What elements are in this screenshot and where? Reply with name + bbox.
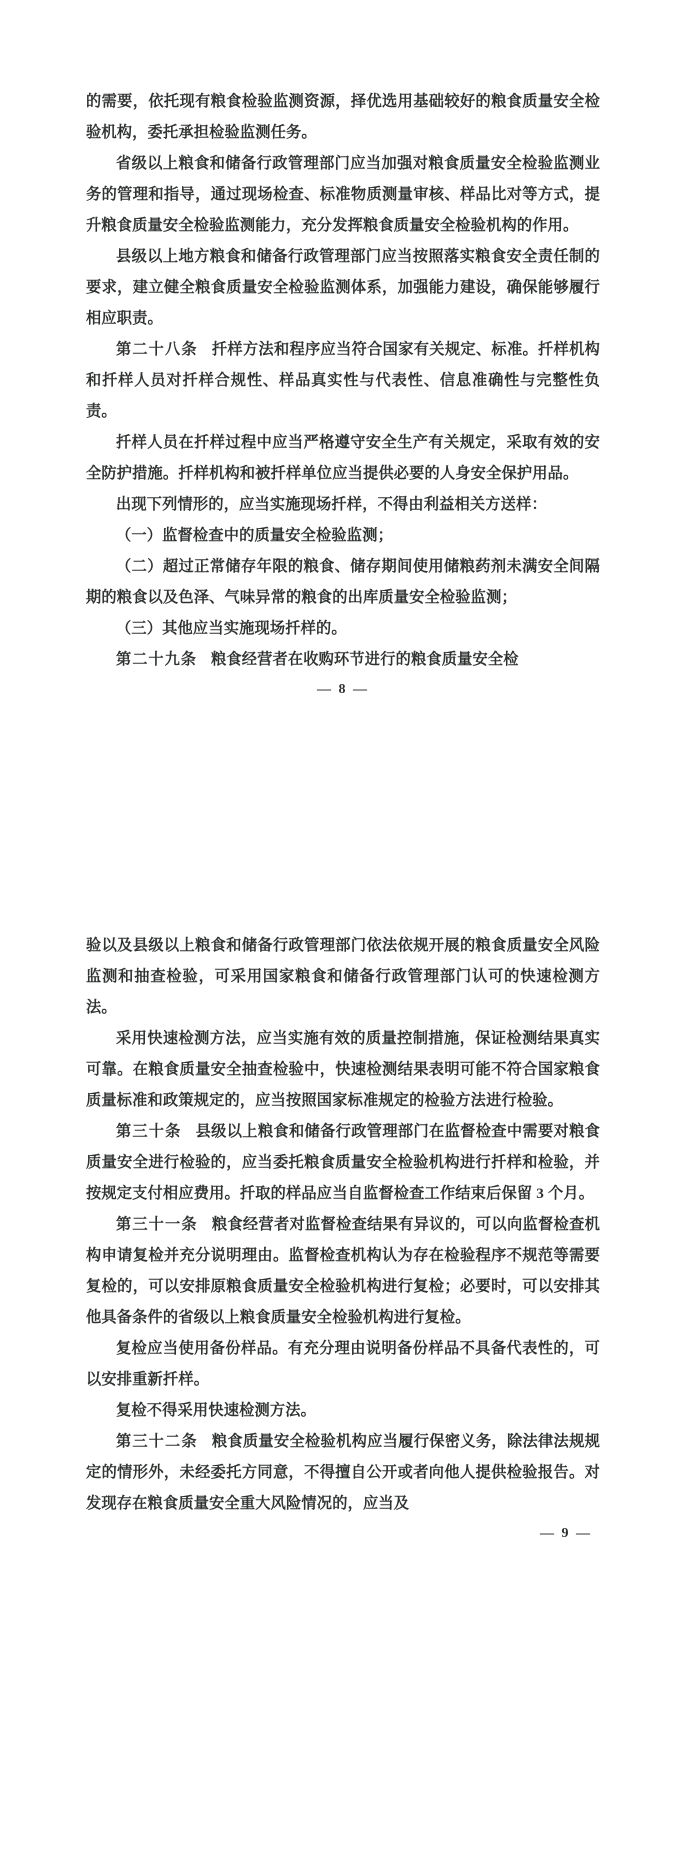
paragraph-text: 采用快速检测方法，应当实施有效的质量控制措施，保证检测结果真实可靠。在粮食质量安全抽查检验中，快速检测结果表明可能不符合国家粮食质量标准和政策规定的，应当按照国家标准规定的检验方法进行检验。 [86, 1030, 600, 1109]
paragraph-text: 复检应当使用备份样品。有充分理由说明备份样品不具备代表性的，可以安排重新扦样。 [86, 1340, 600, 1388]
paragraph-text: 验以及县级以上粮食和储备行政管理部门依法依规开展的粮食质量安全风险监测和抽查检验，可采用国家粮食和储备行政管理部门认可的快速检测方法。 [86, 937, 600, 1016]
page-8-body [86, 86, 600, 705]
paragraph [86, 613, 600, 644]
paragraph [86, 1023, 600, 1116]
page-8-paragraphs [86, 86, 600, 675]
page-9-body [86, 930, 600, 1549]
page-number-9: — 9 — [540, 1526, 592, 1541]
paragraph-text: （三）其他应当实施现场扦样的。 [116, 620, 347, 637]
paragraph-text: 省级以上粮食和储备行政管理部门应当加强对粮食质量安全检验监测业务的管理和指导，通过现场检查、标准物质测量审核、样品比对等方式，提升粮食质量安全检验监测能力，充分发挥粮食质量安全检验机构的作用。 [86, 155, 600, 234]
paragraph-text: 县级以上粮食和储备行政管理部门在监督检查中需要对粮食质量安全进行检验的，应当委托粮食质量安全检验机构进行扦样和检验，并按规定支付相应费用。扦取的样品应当自监督检查工作结束后保留 3 个月。 [86, 1123, 601, 1202]
paragraph [86, 1395, 600, 1426]
paragraph [86, 1209, 600, 1333]
paragraph [86, 1426, 600, 1519]
paragraph [86, 520, 600, 551]
paragraph-text: 复检不得采用快速检测方法。 [116, 1402, 317, 1419]
paragraph-text: （一）监督检查中的质量安全检验监测； [116, 527, 393, 544]
paragraph [86, 334, 600, 427]
paragraph-text: 出现下列情形的，应当实施现场扦样，不得由利益相关方送样： [116, 496, 547, 513]
paragraph [86, 427, 600, 489]
paragraph-text: 扦样方法和程序应当符合国家有关规定、标准。扦样机构和扦样人员对扦样合规性、样品真实性与代表性、信息准确性与完整性负责。 [86, 341, 601, 420]
article-number: 第三十一条 [116, 1216, 198, 1233]
article-number: 第三十条 [116, 1123, 182, 1140]
page-number-8: — 8 — [317, 682, 369, 697]
paragraph [86, 148, 600, 241]
paragraph-text: 扦样人员在扦样过程中应当严格遵守安全生产有关规定，采取有效的安全防护措施。扦样机构和被扦样单位应当提供必要的人身安全保护用品。 [86, 434, 600, 482]
page-9-paragraphs [86, 930, 600, 1519]
article-number: 第二十八条 [116, 341, 198, 358]
paragraph-text: 县级以上地方粮食和储备行政管理部门应当按照落实粮食安全责任制的要求，建立健全粮食质量安全检验监测体系，加强能力建设，确保能够履行相应职责。 [86, 248, 600, 327]
paragraph [86, 551, 600, 613]
paragraph-text: 粮食经营者对监督检查结果有异议的，可以向监督检查机构申请复检并充分说明理由。监督检查机构认为存在检验程序不规范等需要复检的，可以安排原粮食质量安全检验机构进行复检；必要时，可以安排其他具备条件的省级以上粮食质量安全检验机构进行复检。 [86, 1216, 601, 1326]
paragraph [86, 1116, 600, 1209]
article-number: 第三十二条 [116, 1433, 198, 1450]
paragraph [86, 489, 600, 520]
paragraph-text: 的需要，依托现有粮食检验监测资源，择优选用基础较好的粮食质量安全检验机构，委托承担检验监测任务。 [86, 93, 600, 141]
paragraph-text: （二）超过正常储存年限的粮食、储存期间使用储粮药剂未满安全间隔期的粮食以及色泽、气味异常的粮食的出库质量安全检验监测； [86, 558, 600, 606]
paragraph-text: 粮食质量安全检验机构应当履行保密义务，除法律法规规定的情形外，未经委托方同意，不得擅自公开或者向他人提供检验报告。对发现存在粮食质量安全重大风险情况的，应当及 [86, 1433, 601, 1512]
paragraph [86, 86, 600, 148]
paragraph [86, 241, 600, 334]
paragraph-text: 粮食经营者在收购环节进行的粮食质量安全检 [210, 651, 519, 668]
paragraph [86, 644, 600, 675]
paragraph [86, 930, 600, 1023]
article-number: 第二十九条 [116, 651, 197, 668]
paragraph [86, 1333, 600, 1395]
